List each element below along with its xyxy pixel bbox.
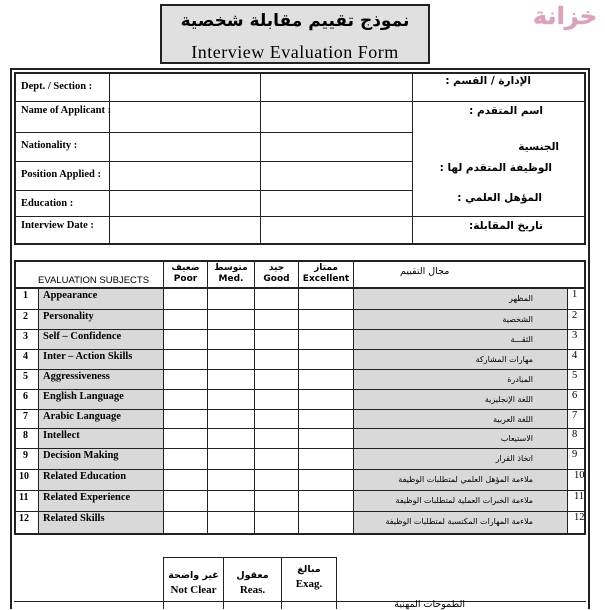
rating-cell[interactable] bbox=[299, 449, 353, 469]
rating-cell[interactable] bbox=[255, 491, 298, 511]
applicant-name-label: Name of Applicant : bbox=[21, 105, 112, 116]
rating-cell[interactable] bbox=[164, 289, 207, 309]
row-number-right: 12 bbox=[574, 512, 585, 523]
subject-name: English Language bbox=[43, 391, 124, 402]
rating-cell[interactable] bbox=[208, 470, 254, 490]
subject-cell-ar bbox=[354, 310, 567, 329]
nationality-label: Nationality : bbox=[21, 140, 78, 151]
rating-cell[interactable] bbox=[208, 491, 254, 511]
subject-cell-ar bbox=[354, 350, 567, 369]
row-number: 12 bbox=[19, 513, 29, 524]
subjects-header: EVALUATION SUBJECTS bbox=[38, 275, 150, 286]
rating-cell[interactable] bbox=[299, 429, 353, 448]
rating-cell[interactable] bbox=[255, 449, 298, 469]
rating-cell[interactable] bbox=[164, 410, 207, 428]
rating-cell[interactable] bbox=[208, 390, 254, 409]
row-number-right: 4 bbox=[572, 350, 578, 361]
rating-cell[interactable] bbox=[299, 370, 353, 389]
dept-label-ar: الإدارة / القسم : bbox=[445, 75, 531, 87]
rating-cell[interactable] bbox=[208, 350, 254, 369]
position-label-ar: الوظيفة المتقدم لها : bbox=[439, 162, 552, 174]
row-number: 11 bbox=[19, 492, 29, 503]
rating-cell[interactable] bbox=[164, 429, 207, 448]
subject-cell-ar bbox=[354, 289, 567, 309]
rating-cell[interactable] bbox=[164, 491, 207, 511]
subject-cell-ar bbox=[354, 370, 567, 389]
option-not-clear: غير واضحة Not Clear bbox=[168, 570, 219, 596]
rating-cell[interactable] bbox=[299, 470, 353, 490]
rating-excellent: ممتاز Excellent bbox=[302, 263, 350, 284]
rating-cell[interactable] bbox=[255, 390, 298, 409]
subject-name-ar: المبادرة bbox=[507, 375, 533, 384]
row-number: 10 bbox=[19, 471, 29, 482]
rating-cell[interactable] bbox=[255, 310, 298, 329]
subject-cell-ar bbox=[354, 330, 567, 349]
rating-cell[interactable] bbox=[255, 370, 298, 389]
position-label: Position Applied : bbox=[21, 169, 101, 180]
rating-cell[interactable] bbox=[164, 449, 207, 469]
row-number-right: 11 bbox=[574, 491, 585, 502]
subject-cell-ar bbox=[354, 410, 567, 428]
subject-name-ar: اللغة العربية bbox=[493, 415, 533, 424]
rating-cell[interactable] bbox=[164, 310, 207, 329]
rating-cell[interactable] bbox=[299, 330, 353, 349]
rating-cell[interactable] bbox=[164, 370, 207, 389]
nationality-label-ar: الجنسية bbox=[518, 141, 559, 153]
rating-med: متوسط Med. bbox=[214, 263, 248, 284]
interview-date-label: Interview Date : bbox=[21, 220, 94, 231]
subject-name: Intellect bbox=[43, 430, 80, 441]
rating-cell[interactable] bbox=[299, 390, 353, 409]
career-ambitions-label: الطموحات المهنية bbox=[394, 599, 465, 610]
row-number-right: 3 bbox=[572, 330, 578, 341]
rating-cell[interactable] bbox=[299, 350, 353, 369]
rating-cell[interactable] bbox=[255, 512, 298, 533]
subject-name-ar: المظهر bbox=[509, 294, 533, 303]
rating-cell[interactable] bbox=[208, 289, 254, 309]
subject-name: Arabic Language bbox=[43, 411, 121, 422]
subject-name-ar: ملاءمة الخبرات العملية لمتطلبات الوظيفة bbox=[395, 496, 533, 505]
title-arabic: نموذج تقييم مقابلة شخصية bbox=[180, 11, 410, 31]
rating-cell[interactable] bbox=[208, 512, 254, 533]
subject-name: Self – Confidence bbox=[43, 331, 122, 342]
education-label: Education : bbox=[21, 198, 74, 209]
rating-cell[interactable] bbox=[208, 330, 254, 349]
row-number: 6 bbox=[23, 391, 28, 402]
logo: خزانة bbox=[533, 2, 598, 30]
row-number: 2 bbox=[23, 311, 28, 322]
subject-name: Related Experience bbox=[43, 492, 131, 503]
subjects-header-ar: مجال التقييم bbox=[400, 266, 450, 277]
row-number-right: 1 bbox=[572, 289, 578, 300]
subject-name-ar: الشخصية bbox=[502, 315, 533, 324]
subject-name-ar: ملاءمة المؤهل العلمي لمتطلبات الوظيفة bbox=[398, 475, 533, 484]
rating-cell[interactable] bbox=[255, 330, 298, 349]
rating-cell[interactable] bbox=[255, 410, 298, 428]
row-number: 5 bbox=[23, 371, 28, 382]
rating-cell[interactable] bbox=[299, 512, 353, 533]
rating-cell[interactable] bbox=[255, 470, 298, 490]
subject-name: Aggressiveness bbox=[43, 371, 110, 382]
rating-cell[interactable] bbox=[255, 429, 298, 448]
rating-cell[interactable] bbox=[164, 390, 207, 409]
form-title-box bbox=[160, 4, 430, 64]
subject-name-ar: ملاءمة المهارات المكتسبة لمتطلبات الوظيفة bbox=[385, 517, 533, 526]
rating-cell[interactable] bbox=[208, 310, 254, 329]
subject-cell-ar bbox=[354, 449, 567, 469]
row-number: 8 bbox=[23, 430, 28, 441]
dept-label: Dept. / Section : bbox=[21, 81, 93, 92]
subject-cell-ar bbox=[354, 390, 567, 409]
rating-cell[interactable] bbox=[208, 410, 254, 428]
rating-poor: ضعيف Poor bbox=[171, 263, 200, 284]
rating-good: جيد Good bbox=[263, 263, 290, 284]
rating-cell[interactable] bbox=[299, 289, 353, 309]
applicant-name-label-ar: اسم المتقدم : bbox=[469, 105, 543, 117]
subject-name: Related Skills bbox=[43, 513, 105, 524]
row-number-right: 6 bbox=[572, 390, 578, 401]
row-number: 4 bbox=[23, 351, 28, 362]
education-label-ar: المؤهل العلمي : bbox=[457, 192, 542, 204]
rating-cell[interactable] bbox=[208, 370, 254, 389]
subject-name: Decision Making bbox=[43, 450, 119, 461]
subject-name: Inter – Action Skills bbox=[43, 351, 133, 362]
row-number: 7 bbox=[23, 411, 28, 422]
row-number-right: 2 bbox=[572, 310, 578, 321]
row-number: 3 bbox=[23, 331, 28, 342]
subject-name-ar: الاستيعاب bbox=[500, 434, 533, 443]
subject-cell-ar bbox=[354, 429, 567, 448]
rating-cell[interactable] bbox=[164, 330, 207, 349]
rating-cell[interactable] bbox=[164, 512, 207, 533]
rating-cell[interactable] bbox=[255, 289, 298, 309]
row-number-right: 7 bbox=[572, 410, 578, 421]
rating-cell[interactable] bbox=[299, 310, 353, 329]
row-number-right: 8 bbox=[572, 429, 578, 440]
row-number: 1 bbox=[23, 290, 28, 301]
subject-name: Related Education bbox=[43, 471, 127, 482]
subject-name-ar: مهارات المشاركة bbox=[475, 355, 533, 364]
rating-cell[interactable] bbox=[164, 470, 207, 490]
rating-cell[interactable] bbox=[208, 429, 254, 448]
interview-date-label-ar: تاريخ المقابلة: bbox=[469, 220, 543, 232]
option-reasonable: معقول Reas. bbox=[236, 570, 269, 596]
option-exaggerated: مبالغ Exag. bbox=[295, 564, 323, 590]
rating-cell[interactable] bbox=[299, 410, 353, 428]
rating-cell[interactable] bbox=[299, 491, 353, 511]
rating-cell[interactable] bbox=[164, 350, 207, 369]
subject-name-ar: اتخاذ القرار bbox=[495, 454, 533, 463]
row-number-right: 10 bbox=[574, 470, 585, 481]
row-number: 9 bbox=[23, 450, 28, 461]
row-number-right: 9 bbox=[572, 449, 578, 460]
row-number-right: 5 bbox=[572, 370, 578, 381]
rating-cell[interactable] bbox=[255, 350, 298, 369]
subject-name: Personality bbox=[43, 311, 94, 322]
title-english: Interview Evaluation Form bbox=[191, 42, 399, 62]
subject-name-ar: اللغة الإنجليزية bbox=[484, 395, 533, 404]
subject-name-ar: الثقـــة bbox=[510, 335, 533, 344]
rating-cell[interactable] bbox=[208, 449, 254, 469]
subject-name: Appearance bbox=[43, 290, 98, 301]
